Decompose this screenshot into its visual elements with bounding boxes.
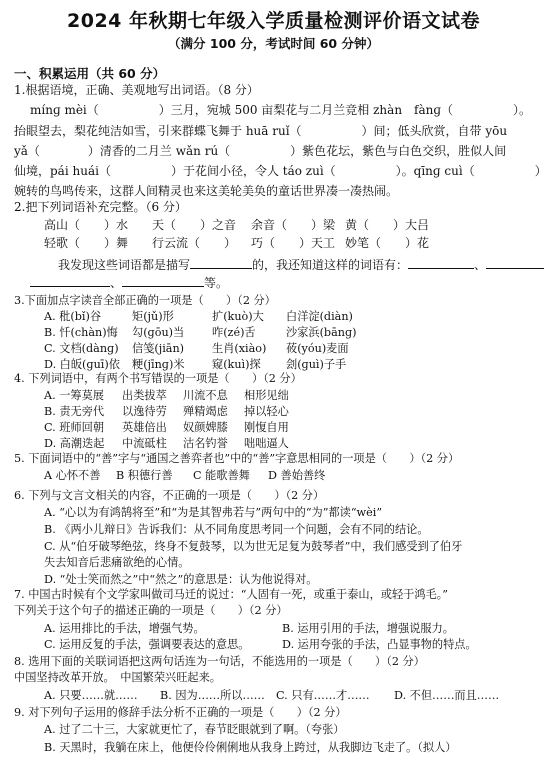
exam-title: 2024 年秋期七年级入学质量检测评价语文试卷 <box>67 10 480 32</box>
idiom-item: 天（ ）之音 <box>152 218 237 232</box>
exam-subtitle: （满分 100 分，考试时间 60 分钟） <box>168 36 379 51</box>
option-word: 中流砥柱 <box>122 437 167 450</box>
option-word: B. 忏(chàn)悔 <box>44 326 118 339</box>
option-item: D 善始善终 <box>268 469 326 482</box>
q7-stem-cont: 下列关于这个句子的描述正确的一项是（ ）（2 分） <box>14 604 288 617</box>
option-word: 掉以轻心 <box>244 405 289 418</box>
option-word: 殚精竭虑 <box>183 405 228 418</box>
option-word: 矩(jǔ)形 <box>132 310 174 323</box>
option-word: D. 白皈(ɡuī)依 <box>44 358 120 371</box>
q7-option-c: C. 运用反复的手法，强调要表达的意思。 <box>44 638 250 651</box>
q7-option-d: D. 运用夸张的手法，凸显事物的特点。 <box>282 638 477 651</box>
q2-ask-line-2: 、 等。 <box>30 275 228 291</box>
option-word: 勾(ɡōu)当 <box>132 326 185 339</box>
q9-stem: 9. 对下列句子运用的修辞手法分析不正确的一项是（ ）（2 分） <box>14 706 347 719</box>
option-word: 沙家浜(bānɡ) <box>286 326 357 339</box>
option-item: C. 只有……才…… <box>276 689 370 702</box>
option-word: 刽(ɡuì)子手 <box>286 358 347 371</box>
q6-stem: 6. 下列与文言文相关的内容，不正确的一项是（ ）（2 分） <box>14 489 325 502</box>
q3-stem: 3.下面加点字读音全部正确的一项是（ ）（2 分） <box>14 294 276 307</box>
option-word: 扩(kuò)大 <box>212 310 264 323</box>
option-word: A. 秕(bǐ)谷 <box>44 310 102 323</box>
q6-option-c: C. 从“伯牙破琴绝弦，终身不复鼓琴，以为世无足复为鼓琴者”中，我们感受到了伯牙 <box>44 540 463 553</box>
option-word: 英雄倍出 <box>122 421 167 434</box>
option-word: 信笺(jiān) <box>132 342 185 355</box>
idiom-item: 巧（ ）天工 <box>251 236 336 250</box>
option-word: 刚愎自用 <box>244 421 289 434</box>
q5-stem: 5. 下面词语中的“善”字与“通国之善弈者也”中的“善”字意思相同的一项是（ ）（2 分） <box>14 452 460 465</box>
option-item: A 心怀不善 <box>44 469 101 482</box>
option-word: 出类拔萃 <box>122 389 167 402</box>
q1-line-5: 婉转的鸟鸣传来，这群人间精灵也来这美轮美奂的童话世界凑一凑热闹。 <box>14 184 399 198</box>
q2-ask-part-3: 等。 <box>204 276 229 290</box>
q9-option-a: A. 过了二十三，大家就更忙了，春节眨眼就到了啊。（夸张） <box>44 723 345 736</box>
q1-line-1: mínɡ mèi（ ）三月，宛城 500 亩梨花与二月兰竞相 zhàn fànɡ（ ）。 <box>30 103 532 117</box>
answer-blank[interactable] <box>190 257 252 269</box>
idiom-item: 妙笔（ ）花 <box>345 236 430 250</box>
q7-stem: 7. 中国古时候有个文学家叫做司马迁的说过：“人固有一死，或重于泰山，或轻于鸿毛。” <box>14 588 449 601</box>
option-word: 白洋淀(diàn) <box>286 310 353 323</box>
option-word: 以逸待劳 <box>122 405 167 418</box>
answer-blank[interactable] <box>30 275 110 287</box>
option-word: B. 责无旁代 <box>44 405 105 418</box>
option-word: 生肖(xiào) <box>212 342 267 355</box>
q4-stem: 4. 下列词语中，有两个书写错误的一项是（ ）（2 分） <box>14 372 302 385</box>
option-word: C. 班师回朝 <box>44 421 105 434</box>
option-word: 相形见绌 <box>244 389 289 402</box>
q7-option-b: B. 运用引用的手法，增强说服力。 <box>282 622 454 635</box>
option-item: B 积德行善 <box>116 469 173 482</box>
q6-option-d: D. “处士笑而然之”中“然之”的意思是：认为他说得对。 <box>44 573 318 586</box>
option-word: D. 高潮迭起 <box>44 437 105 450</box>
option-item: C 能歌善舞 <box>193 469 250 482</box>
q2-ask-part-2: 的，我还知道这样的词语有： <box>252 258 409 272</box>
option-word: 咋(zé)舌 <box>212 326 256 339</box>
q2-stem: 2.把下列词语补充完整。（6 分） <box>14 200 187 214</box>
option-item: B. 因为……所以…… <box>160 689 265 702</box>
q1-line-3: yǎ（ ）清香的二月兰 wǎn rú（ ）紫色花坛，紫色与白色交织，胜似人间 <box>14 144 507 158</box>
idiom-item: 高山（ ）水 <box>44 218 129 232</box>
answer-blank[interactable] <box>408 257 474 269</box>
q8-sentences: 中国坚持改革开放。 中国繁荣兴旺起来。 <box>14 671 221 684</box>
option-item: D. 不但……而且…… <box>394 689 500 702</box>
q9-option-b: B. 天黑时，我躺在床上，他便伶伶俐俐地从我身上跨过，从我脚边飞走了。（拟人） <box>44 741 457 754</box>
option-word: 奴颜婢膝 <box>183 421 228 434</box>
q7-option-a: A. 运用排比的手法，增强气势。 <box>44 622 205 635</box>
idiom-item: 行云流（ ） <box>152 236 237 250</box>
q6-option-a: A. “心以为有鸿鹄将至”和“为是其智弗若与”两句中的“为”都读“wèi” <box>44 506 383 519</box>
option-word: 咄咄逼人 <box>244 437 289 450</box>
option-word: C. 文档(dànɡ) <box>44 342 119 355</box>
q6-option-b: B. 《两小儿辩日》告诉我们：从不同角度思考同一个问题，会有不同的结论。 <box>44 523 429 536</box>
answer-blank[interactable] <box>486 257 544 269</box>
option-word: 粳(jīnɡ)米 <box>132 358 185 371</box>
option-word: 窥(kuì)探 <box>212 358 261 371</box>
q1-line-4: 仙境，pái huái（ ）于花间小径，令人 táo zuì（ ）。qīnɡ cuì（ ） <box>14 164 547 178</box>
q2-ask-line: 我发现这些词语都是描写 的，我还知道这样的词语有： 、 <box>58 257 544 273</box>
q1-line-2: 抬眼望去，梨花纯洁如雪，引来群蝶飞舞于 huā ruǐ（ ）间；低头欣赏，自带 yōu <box>14 124 508 138</box>
q8-stem: 8. 选用下面的关联词语把这两句话连为一句话，不能选用的一项是（ ）（2 分） <box>14 655 425 668</box>
idiom-item: 轻歌（ ）舞 <box>44 236 129 250</box>
option-word: A. 一筹莫展 <box>44 389 104 402</box>
q2-ask-part-1: 我发现这些词语都是描写 <box>58 258 191 272</box>
option-item: A. 只要……就…… <box>44 689 138 702</box>
q6-option-c-cont: 失去知音后悲痛欲绝的心情。 <box>44 556 190 569</box>
answer-blank[interactable] <box>122 275 204 287</box>
option-word: 莜(yóu)麦面 <box>286 342 349 355</box>
option-word: 沽名钓誉 <box>183 437 228 450</box>
q1-stem: 1.根据语境，正确、美观地写出词语。（8 分） <box>14 83 259 97</box>
idiom-item: 黄（ ）大吕 <box>345 218 430 232</box>
option-word: 川流不息 <box>183 389 228 402</box>
idiom-item: 余音（ ）梁 <box>251 218 336 232</box>
section-heading: 一、积累运用（共 60 分） <box>14 66 166 81</box>
